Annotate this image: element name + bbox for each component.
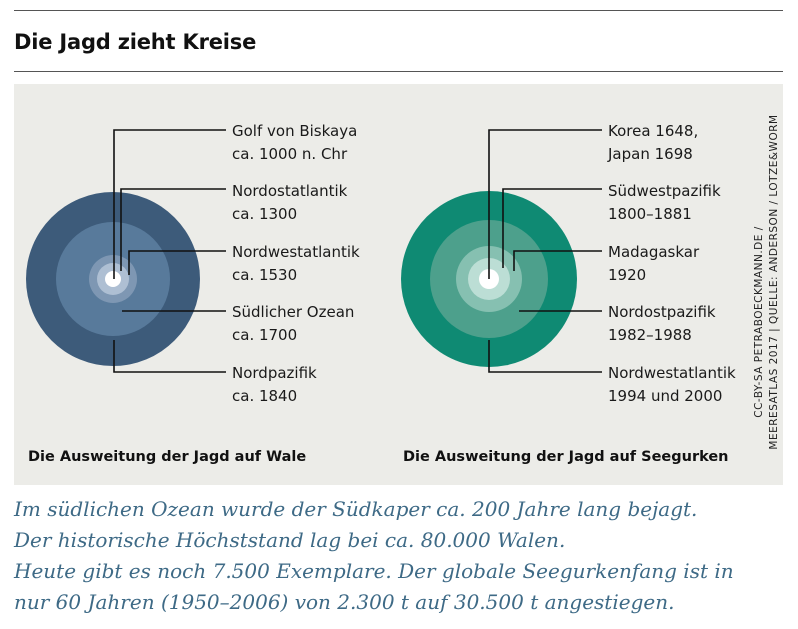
- figure-title: Die Jagd zieht Kreise: [14, 30, 257, 54]
- credit-line-2: MEERESATLAS 2017 | QUELLE: ANDERSON / LOTZE&WORM: [768, 114, 780, 450]
- sea-label-1-name: Korea 1648,: [608, 122, 699, 140]
- sea-label-1-date: Japan 1698: [608, 145, 693, 163]
- text-line-2: Der historische Höchststand lag bei ca. 80.000 Walen.: [14, 528, 566, 552]
- seacucumber-labels: [607, 122, 736, 405]
- seacucumber-caption: Die Ausweitung der Jagd auf Seegurken: [403, 449, 729, 465]
- sea-label-4-date: 1982–1988: [608, 326, 692, 344]
- sea-label-2-date: 1800–1881: [608, 205, 692, 223]
- sea-label-4-name: Nordostpazifik: [608, 303, 716, 321]
- sea-label-2-name: Südwestpazifik: [608, 182, 721, 200]
- whale-rings: [26, 192, 200, 366]
- credit-line-1: CC-BY-SA PETRABOECKMANN.DE /: [753, 226, 765, 418]
- text-line-4: nur 60 Jahren (1950–2006) von 2.300 t auf 30.500 t angestiegen.: [14, 590, 675, 614]
- sea-label-3-name: Madagaskar: [608, 243, 700, 261]
- sea-label-5-date: 1994 und 2000: [608, 387, 723, 405]
- whale-caption: Die Ausweitung der Jagd auf Wale: [28, 449, 307, 465]
- whale-label-2-date: ca. 1300: [232, 205, 298, 223]
- text-line-1: Im südlichen Ozean wurde der Südkaper ca. 200 Jahre lang bejagt.: [14, 497, 698, 521]
- sea-label-3-date: 1920: [608, 266, 647, 284]
- explanatory-text: [14, 494, 784, 618]
- whale-label-1-name: Golf von Biskaya: [232, 122, 358, 140]
- whale-labels: [232, 122, 360, 405]
- sea-label-5-name: Nordwestatlantik: [608, 364, 736, 382]
- whale-label-4-name: Südlicher Ozean: [232, 303, 355, 321]
- text-line-3: Heute gibt es noch 7.500 Exemplare. Der globale Seegurkenfang ist in: [14, 559, 734, 583]
- whale-label-3-date: ca. 1530: [232, 266, 298, 284]
- whale-label-5-name: Nordpazifik: [232, 364, 317, 382]
- whale-label-4-date: ca. 1700: [232, 326, 298, 344]
- whale-label-3-name: Nordwestatlantik: [232, 243, 360, 261]
- whale-label-5-date: ca. 1840: [232, 387, 298, 405]
- whale-label-2-name: Nordostatlantik: [232, 182, 348, 200]
- whale-label-1-date: ca. 1000 n. Chr: [232, 145, 348, 163]
- whale-ring-golf-von-biskaya: [105, 271, 121, 287]
